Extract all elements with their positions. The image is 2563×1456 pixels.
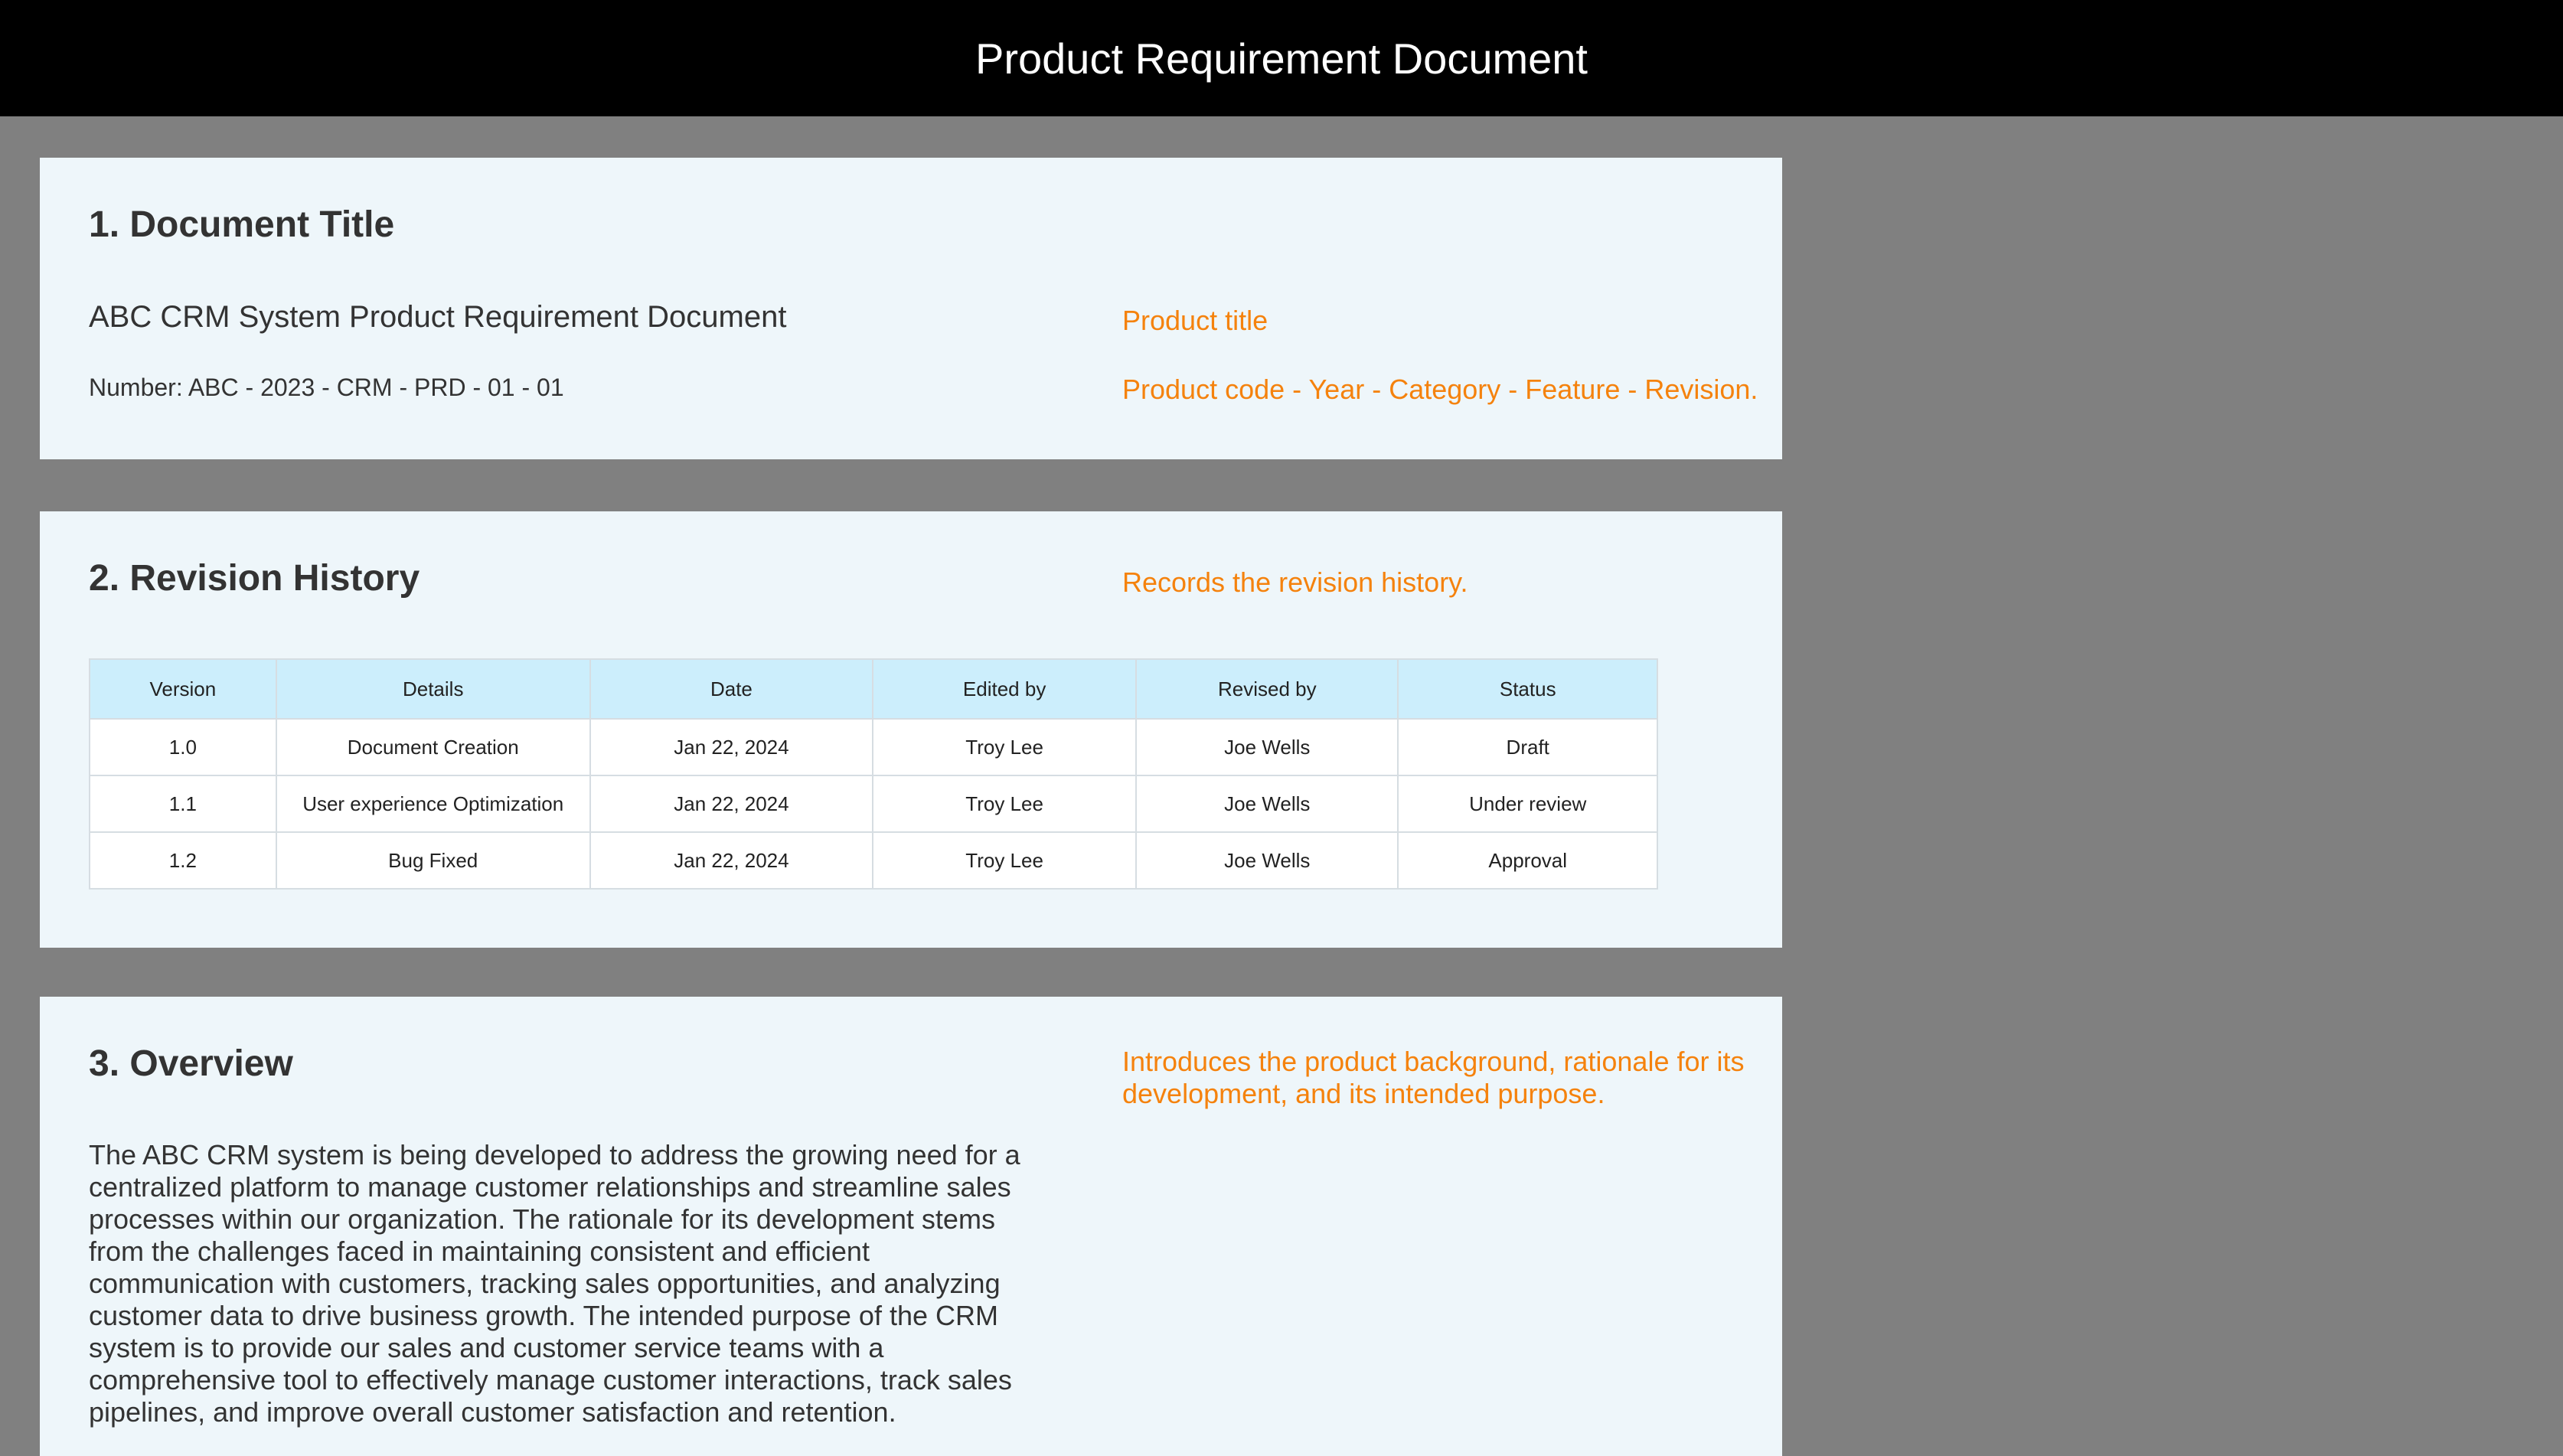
overview-section: [40, 997, 1782, 1456]
cell-date: Jan 22, 2024: [590, 719, 873, 775]
column-header-status: Status: [1398, 659, 1657, 719]
section-heading-document-title: 1. Document Title: [89, 204, 395, 245]
cell-revised-by: Joe Wells: [1136, 832, 1398, 889]
cell-date: Jan 22, 2024: [590, 832, 873, 889]
cell-revised-by: Joe Wells: [1136, 775, 1398, 832]
table-row: [90, 719, 1657, 775]
cell-status: Draft: [1398, 719, 1657, 775]
note-overview: Introduces the product background, rationale for its development, and its intended purpose.: [1122, 1046, 1745, 1109]
page-header: [0, 0, 2563, 116]
cell-status: Approval: [1398, 832, 1657, 889]
cell-version: 1.1: [90, 775, 276, 832]
cell-revised-by: Joe Wells: [1136, 719, 1398, 775]
note-product-code: Product code - Year - Category - Feature - Revision.: [1122, 374, 1758, 405]
document-title-text: ABC CRM System Product Requirement Document: [89, 300, 787, 334]
cell-edited-by: Troy Lee: [873, 719, 1136, 775]
document-title-section: [40, 158, 1782, 459]
cell-edited-by: Troy Lee: [873, 775, 1136, 832]
page-title: Product Requirement Document: [975, 34, 1588, 83]
section-heading-overview: 3. Overview: [89, 1043, 293, 1084]
cell-details: Document Creation: [276, 719, 590, 775]
cell-version: 1.0: [90, 719, 276, 775]
column-header-date: Date: [590, 659, 873, 719]
cell-details: Bug Fixed: [276, 832, 590, 889]
note-product-title: Product title: [1122, 305, 1268, 336]
cell-edited-by: Troy Lee: [873, 832, 1136, 889]
table-row: [90, 775, 1657, 832]
column-header-version: Version: [90, 659, 276, 719]
column-header-revised-by: Revised by: [1136, 659, 1398, 719]
table-row: [90, 832, 1657, 889]
cell-status: Under review: [1398, 775, 1657, 832]
revision-history-table: [89, 658, 1658, 890]
revision-history-section: [40, 511, 1782, 948]
table-header-row: [90, 659, 1657, 719]
section-heading-revision-history: 2. Revision History: [89, 558, 420, 599]
overview-body-text: The ABC CRM system is being developed to address the growing need for a centralized platform to manage customer relationships and streamline sales processes within our organization. The rationale for its development stems from the challenges faced in maintaining consistent and efficient communication with customers, tracking sales opportunities, and analyzing customer data to drive business growth. The intended purpose of the CRM system is to provide our sales and customer service teams with a comprehensive tool to effectively manage customer interactions, track sales pipelines, and improve overall customer satisfaction and retention.: [89, 1139, 1020, 1428]
document-number-text: Number: ABC - 2023 - CRM - PRD - 01 - 01: [89, 374, 564, 401]
column-header-edited-by: Edited by: [873, 659, 1136, 719]
cell-version: 1.2: [90, 832, 276, 889]
cell-details: User experience Optimization: [276, 775, 590, 832]
note-revision-history: Records the revision history.: [1122, 566, 1468, 598]
cell-date: Jan 22, 2024: [590, 775, 873, 832]
column-header-details: Details: [276, 659, 590, 719]
